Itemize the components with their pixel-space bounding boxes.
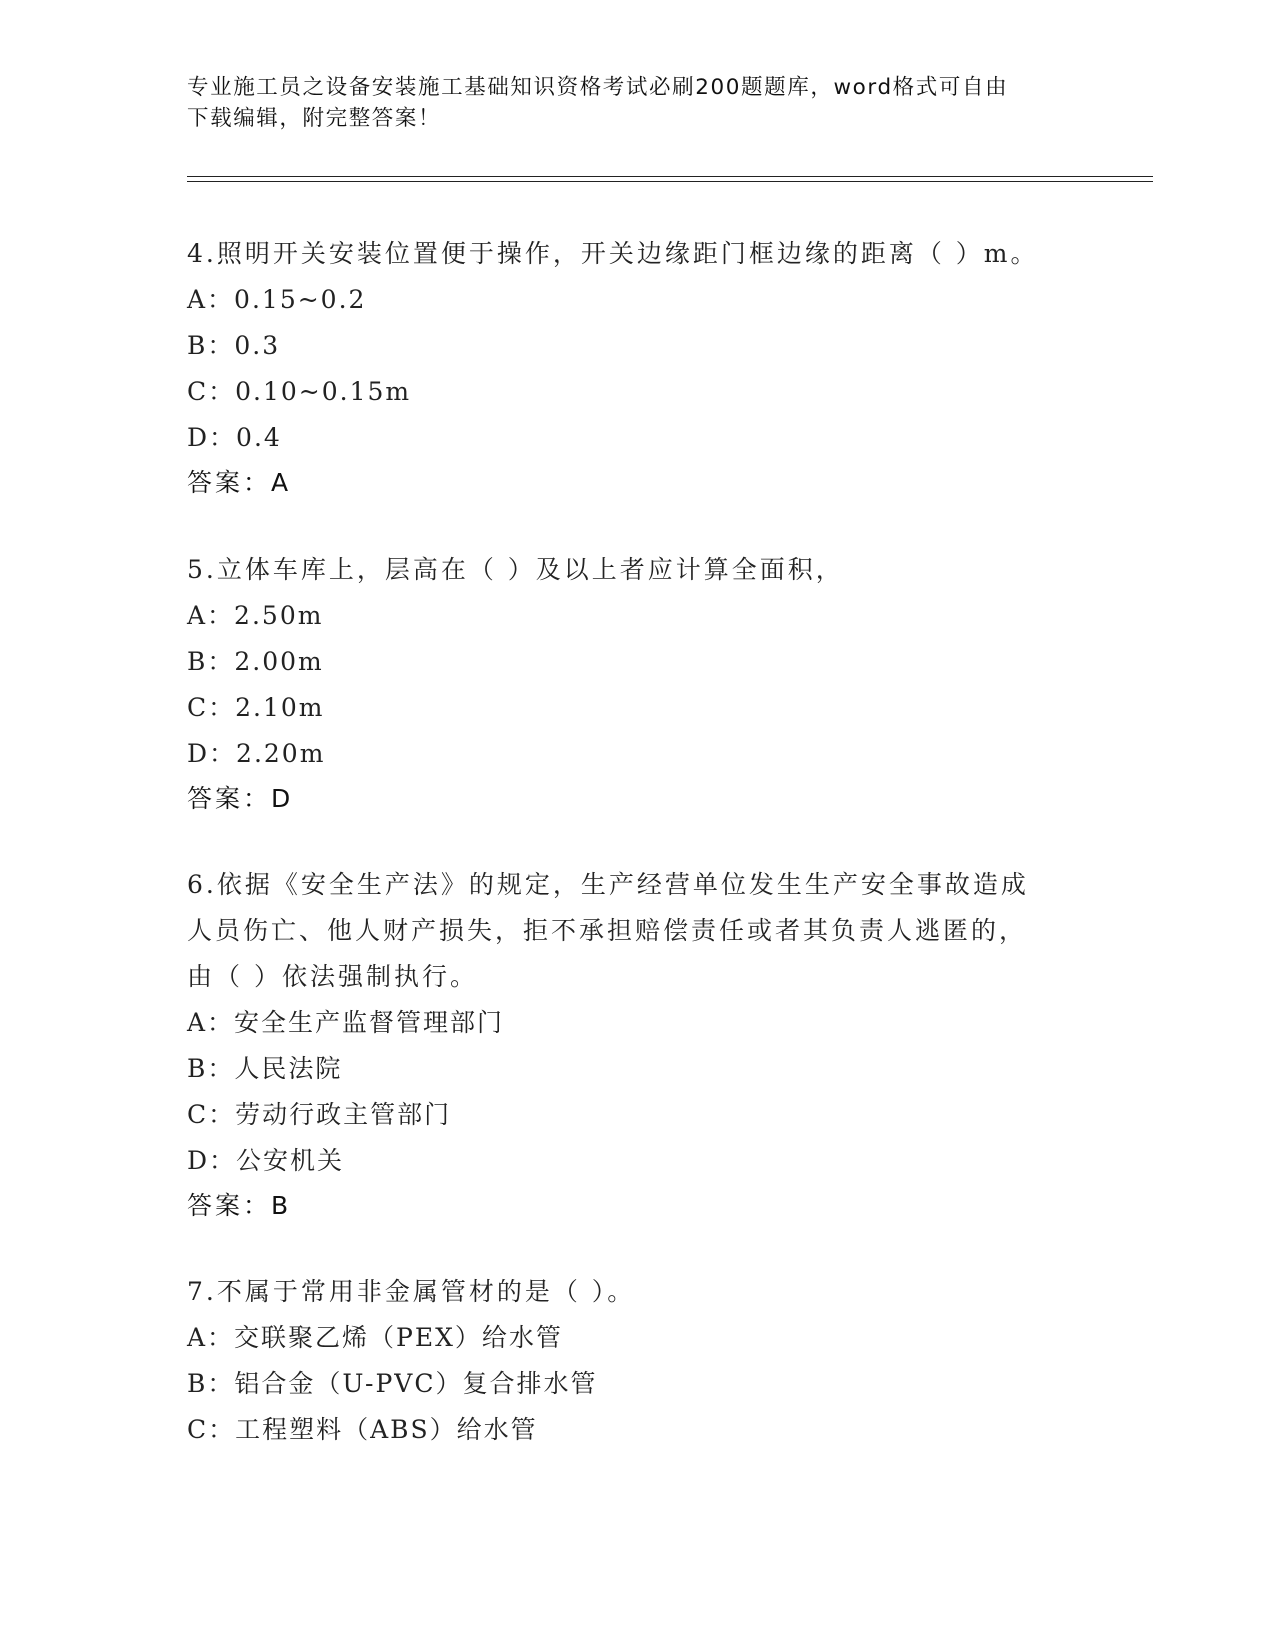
question-stem-line-2: 人员伤亡、他人财产损失，拒不承担赔偿责任或者其负责人逃匿的，	[187, 916, 1028, 945]
header-line-1: 专业施工员之设备安装施工基础知识资格考试必刷200题题库，word格式可自由	[187, 75, 1009, 100]
answer-value: B	[271, 1191, 289, 1220]
option-c: C：工程塑料（ABS）给水管	[187, 1415, 538, 1444]
option-d: D：0.4	[187, 423, 282, 452]
question-4	[187, 231, 1039, 505]
header-divider-bottom	[187, 181, 1153, 182]
question-6	[187, 862, 1029, 1228]
option-a: A：0.15~0.2	[187, 285, 367, 314]
question-stem-line-3: 由（ ）依法强制执行。	[187, 962, 478, 991]
answer-label: 答案：	[187, 468, 272, 497]
option-a: A：交联聚乙烯（PEX）给水管	[187, 1323, 563, 1352]
question-stem: 7.不属于常用非金属管材的是（ ）。	[187, 1277, 636, 1306]
question-stem: 4.照明开关安装位置便于操作，开关边缘距门框边缘的距离（ ）m。	[187, 239, 1039, 268]
answer-label: 答案：	[187, 784, 272, 813]
header-divider-top	[187, 176, 1153, 177]
option-b: B：人民法院	[187, 1054, 343, 1083]
question-stem-line-1: 6.依据《安全生产法》的规定，生产经营单位发生生产安全事故造成	[187, 870, 1029, 899]
option-c: C：2.10m	[187, 693, 325, 722]
answer-value: D	[271, 784, 291, 813]
option-d: D：公安机关	[187, 1146, 345, 1175]
option-b: B：铝合金（U-PVC）复合排水管	[187, 1369, 598, 1398]
answer	[187, 1184, 1029, 1228]
option-d: D：2.20m	[187, 739, 326, 768]
question-7	[187, 1269, 635, 1453]
question-stem: 5.立体车库上，层高在（ ）及以上者应计算全面积，	[187, 555, 844, 584]
answer	[187, 777, 844, 821]
option-b: B：0.3	[187, 331, 281, 360]
option-c: C：劳动行政主管部门	[187, 1100, 452, 1129]
option-a: A：2.50m	[187, 601, 324, 630]
answer-value: A	[271, 468, 289, 497]
option-b: B：2.00m	[187, 647, 324, 676]
option-c: C：0.10~0.15m	[187, 377, 412, 406]
question-5	[187, 547, 844, 821]
document-header	[187, 72, 1067, 134]
option-a: A：安全生产监督管理部门	[187, 1008, 505, 1037]
answer-label: 答案：	[187, 1191, 272, 1220]
answer	[187, 461, 1039, 505]
header-line-2: 下载编辑，附完整答案！	[187, 106, 442, 131]
